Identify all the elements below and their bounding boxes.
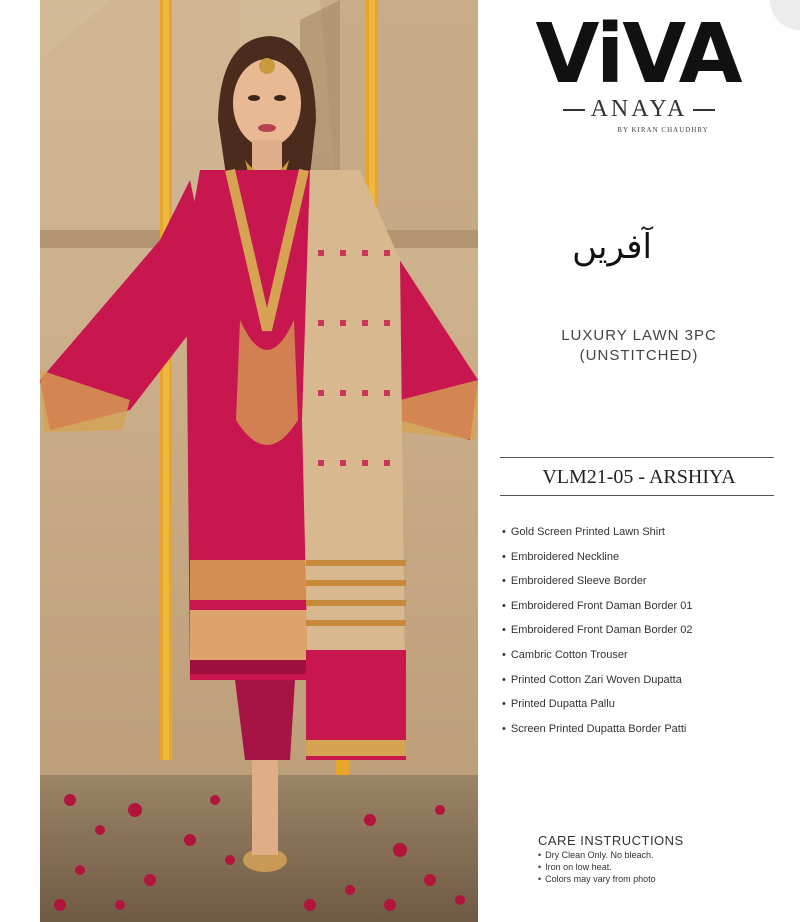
feature-item: • Embroidered Front Daman Border 01 (502, 598, 692, 623)
sub-brand-name: ANAYA (590, 96, 688, 122)
care-instructions-title: CARE INSTRUCTIONS (538, 833, 684, 848)
feature-item: • Embroidered Sleeve Border (502, 573, 692, 598)
care-item: • Dry Clean Only. No bleach. (538, 849, 656, 861)
care-item: • Iron on low heat. (538, 861, 656, 873)
model-photo-illustration (40, 0, 478, 922)
feature-item: • Printed Dupatta Pallu (502, 696, 692, 721)
marigold-garland-left (160, 0, 172, 760)
brand-logo-text: ViVA (535, 7, 744, 94)
collection-type-line1: LUXURY LAWN 3PC (561, 327, 717, 344)
collection-title-urdu-text: آفریں (572, 227, 652, 267)
care-item: • Colors may vary from photo (538, 873, 656, 885)
feature-item: • Embroidered Front Daman Border 02 (502, 622, 692, 647)
product-photo (40, 0, 478, 922)
divider-bottom (500, 495, 774, 496)
article-code: VLM21-05 - ARSHIYA (542, 466, 736, 488)
feature-item: • Gold Screen Printed Lawn Shirt (502, 524, 692, 549)
product-info-panel (478, 0, 800, 922)
divider-top (500, 457, 774, 458)
feature-item: • Screen Printed Dupatta Border Patti (502, 721, 692, 746)
feature-item: • Embroidered Neckline (502, 549, 692, 574)
collection-title-urdu (552, 220, 672, 270)
brand-logo (528, 2, 748, 94)
corner-decoration (770, 0, 800, 30)
designer-credit: BY KIRAN CHAUDHRY (617, 126, 709, 134)
sub-brand (478, 96, 800, 123)
feature-item: • Cambric Cotton Trouser (502, 647, 692, 672)
care-instructions-list (538, 849, 656, 885)
sub-brand-dash-right (693, 109, 715, 111)
sub-brand-dash-left (563, 109, 585, 111)
collection-type-line2: (UNSTITCHED) (579, 347, 699, 364)
feature-list (502, 524, 692, 745)
feature-item: • Printed Cotton Zari Woven Dupatta (502, 672, 692, 697)
